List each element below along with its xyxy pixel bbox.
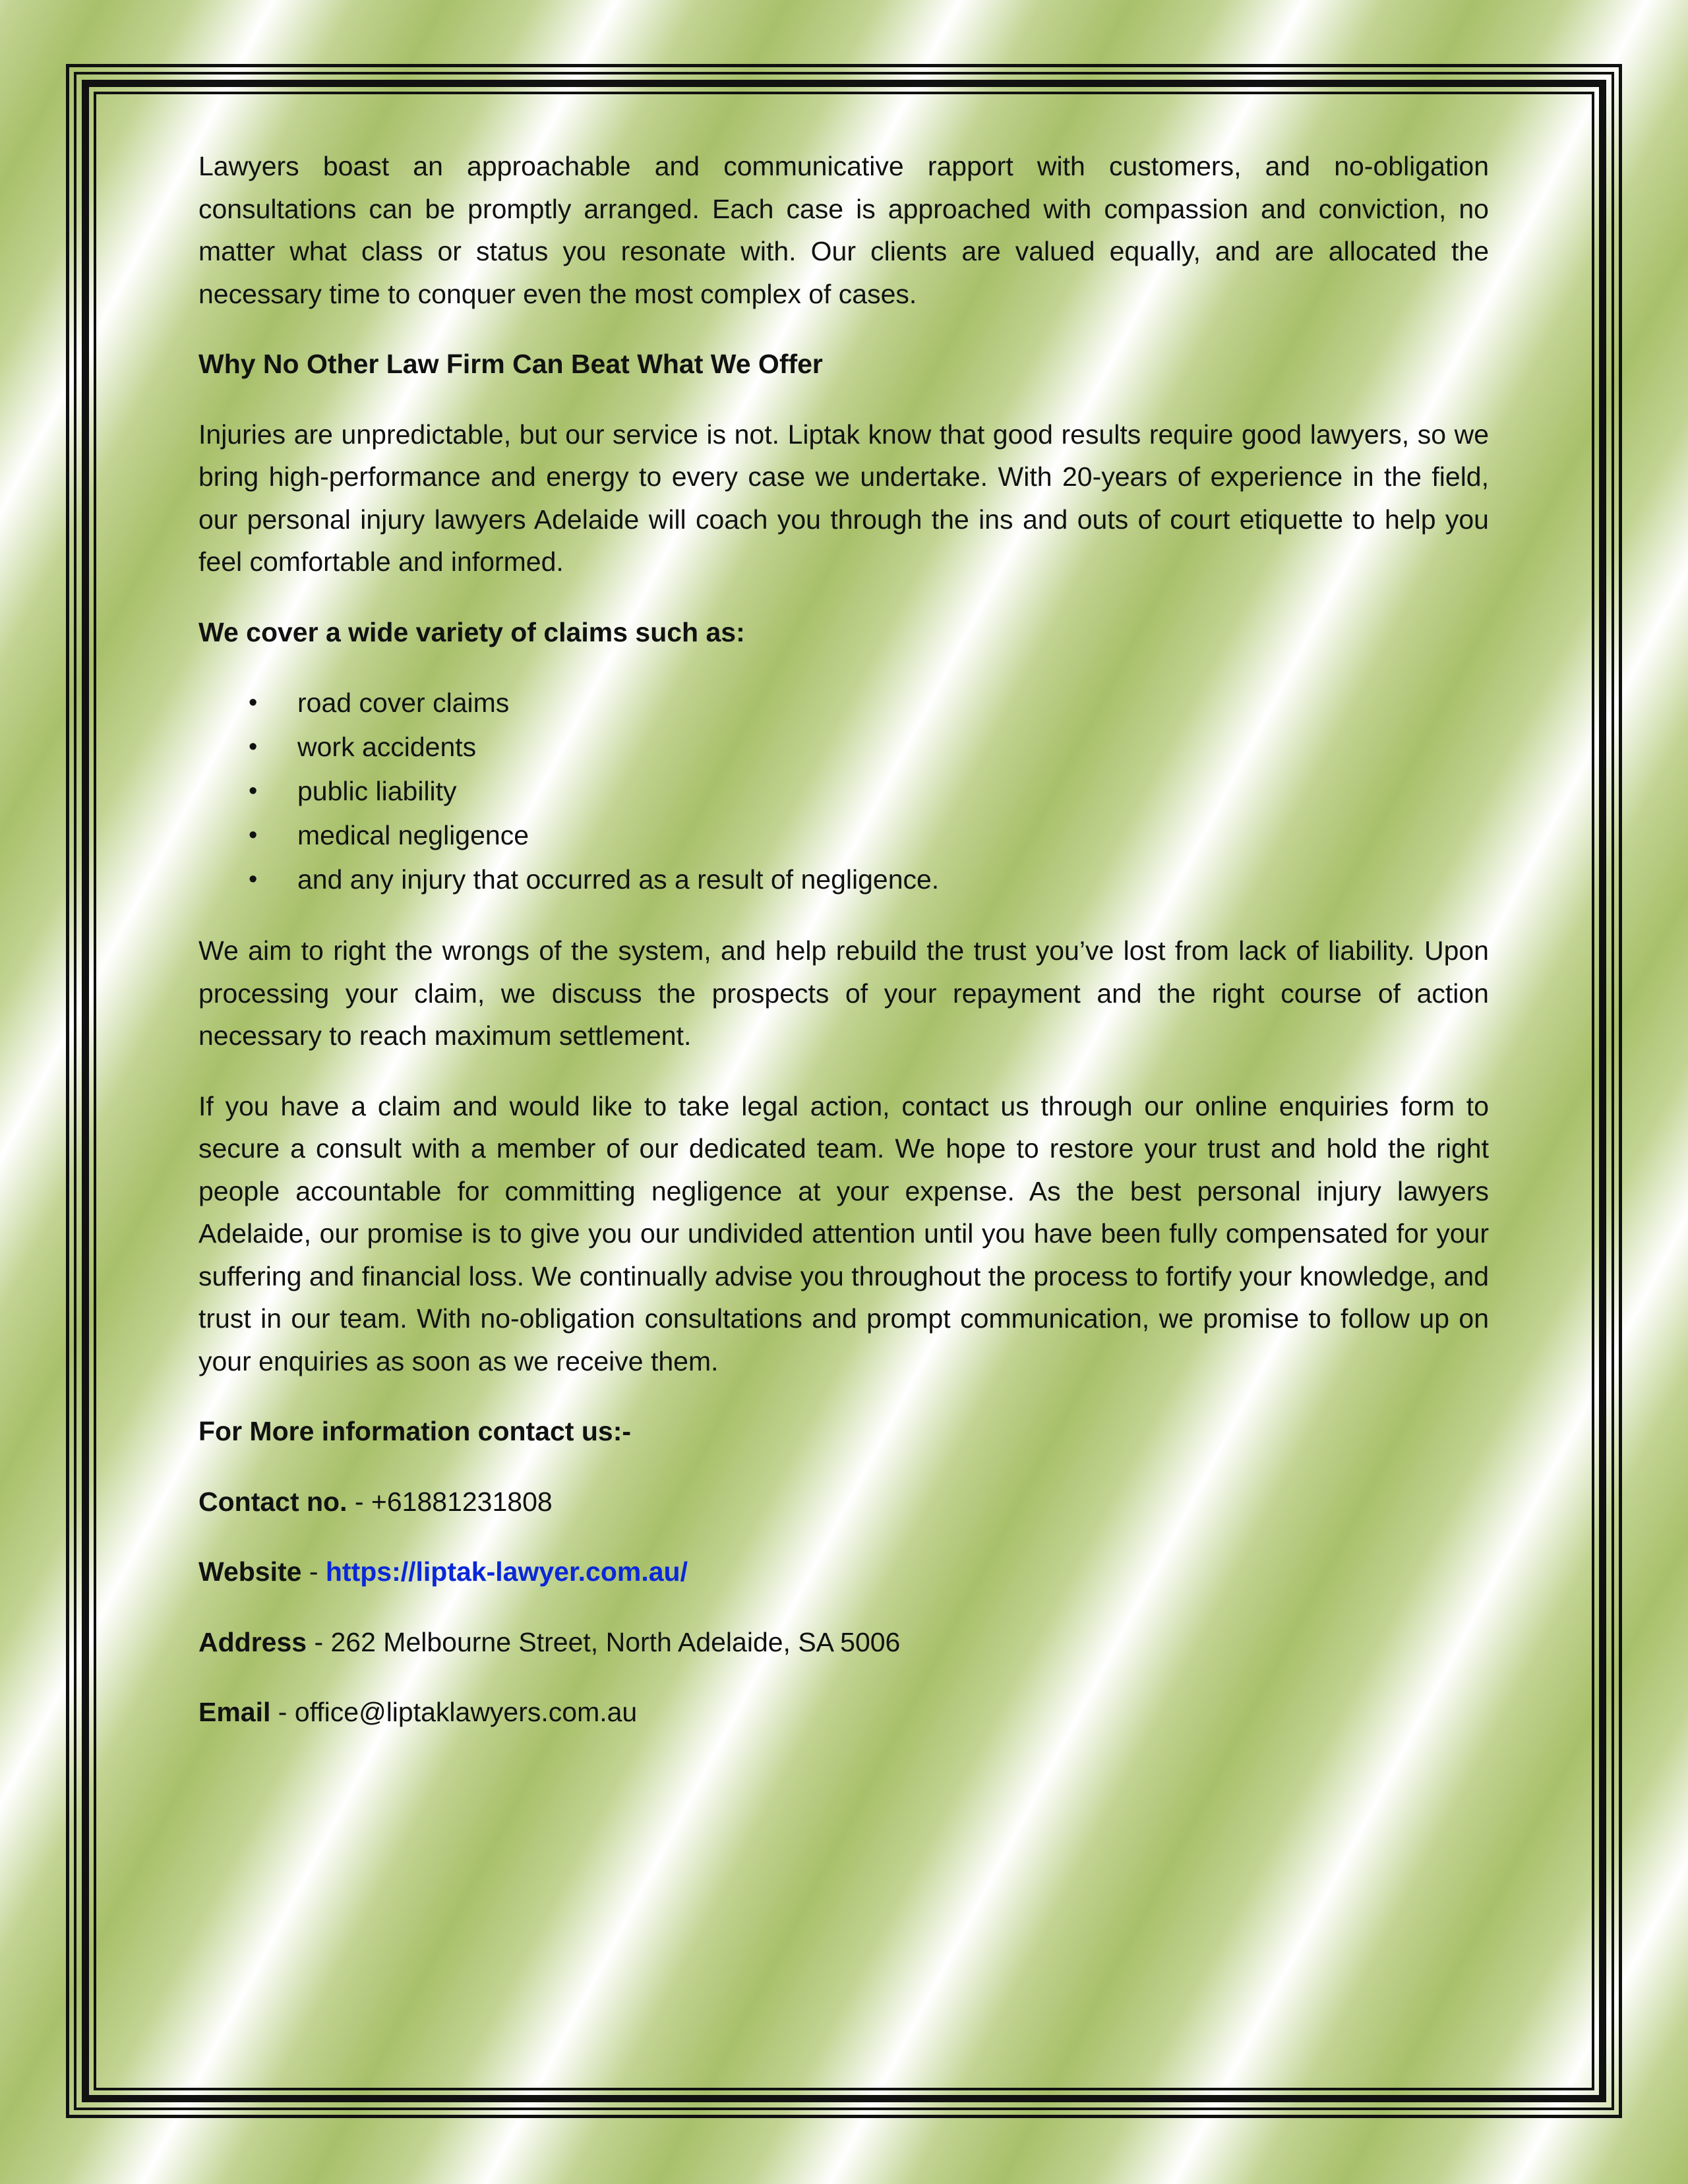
address-label: Address [198, 1626, 307, 1657]
claim-action-paragraph: If you have a claim and would like to take legal action, contact us through our online enquiries form to secure a consult with a member of our dedicated team. We hope to restore your trust and hold the right people accountable for committing negligence at your expense. As the best personal injury lawyers Adelaide, our promise is to give you our undivided attention until you have been fully compensated for your suffering and financial loss. We continually advise you throughout the process to fortify your knowledge, and trust in our team. With no-obligation consultations and prompt communication, we promise to follow up on your enquiries as soon as we receive them. [198, 1090, 1489, 1376]
why-heading: Why No Other Law Firm Can Beat What We Offer [198, 349, 823, 379]
phone-label: Contact no. [198, 1486, 347, 1517]
injuries-paragraph: Injuries are unpredictable, but our service is not. Liptak know that good results require good lawyers, so we bring high-performance and energy to every case we undertake. With 20-years of experience in the field, our personal injury lawyers Adelaide will coach you through the ins and outs of court etiquette to help you feel comfortable and informed. [198, 419, 1489, 577]
bullet-icon: • [249, 821, 258, 849]
aim-paragraph: We aim to right the wrongs of the system, and help rebuild the trust you’ve lost from lack of liability. Upon processing your claim, we discuss the prospects of your repayment and the right course of action necessary to reach maximum settlement. [198, 935, 1489, 1051]
list-item-label: public liability [297, 776, 457, 806]
list-item-label: medical negligence [297, 820, 529, 850]
document-body [198, 145, 1489, 1761]
bullet-icon: • [249, 777, 258, 805]
email-value: - office@liptaklawyers.com.au [270, 1697, 638, 1727]
list-item [198, 725, 1489, 769]
bullet-icon: • [249, 866, 258, 893]
claims-list [198, 681, 1489, 902]
phone-value: - +61881231808 [347, 1486, 553, 1517]
address-value: - 262 Melbourne Street, North Adelaide, SA 5006 [307, 1626, 901, 1657]
claims-heading: We cover a wide variety of claims such as: [198, 616, 745, 647]
list-item [198, 858, 1489, 902]
list-item [198, 769, 1489, 813]
website-label: Website [198, 1556, 302, 1587]
email-line [198, 1691, 1489, 1734]
website-separator: - [301, 1556, 326, 1587]
list-item-label: and any injury that occurred as a result of negligence. [297, 864, 940, 895]
list-item [198, 681, 1489, 725]
list-item-label: work accidents [297, 732, 477, 762]
bullet-icon: • [249, 733, 258, 761]
phone-line [198, 1481, 1489, 1523]
bullet-icon: • [249, 689, 258, 717]
intro-paragraph: Lawyers boast an approachable and communicative rapport with customers, and no-obligation consultations can be promptly arranged. Each case is approached with compassion and conviction, no matter what class or status you resonate with. Our clients are valued equally, and are allocated the necessary time to conquer even the most complex of cases. [198, 151, 1489, 309]
website-link[interactable]: https://liptak-lawyer.com.au/ [325, 1556, 688, 1587]
address-line [198, 1621, 1489, 1664]
email-label: Email [198, 1697, 271, 1727]
list-item [198, 813, 1489, 858]
more-info-heading: For More information contact us:- [198, 1416, 631, 1446]
website-line [198, 1550, 1489, 1593]
list-item-label: road cover claims [297, 688, 510, 718]
